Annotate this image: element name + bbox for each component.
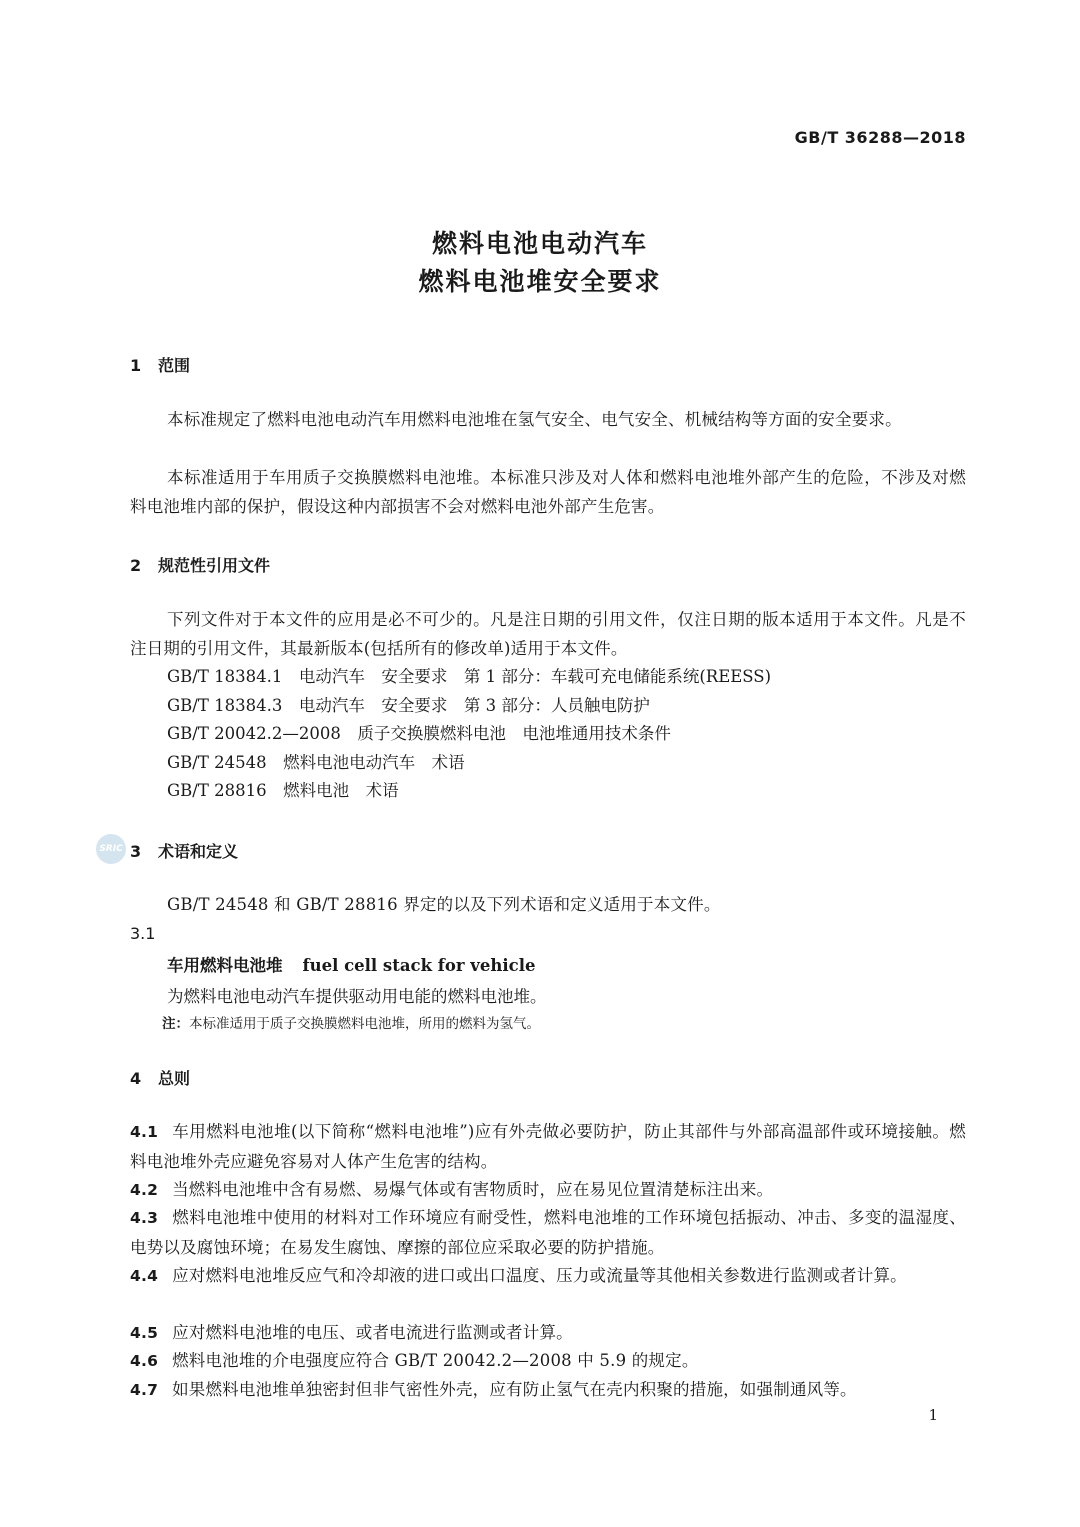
clause-text: 如果燃料电池堆单独密封但非气密性外壳，应有防止氢气在壳内积聚的措施，如强制通风等。 — [172, 1380, 857, 1399]
clause — [130, 1318, 966, 1348]
reference-item: GB/T 20042.2—2008 质子交换膜燃料电池 电池堆通用技术条件 — [167, 724, 671, 743]
clause-number: 4.1 — [130, 1123, 159, 1141]
section-4-heading — [130, 1066, 190, 1089]
document-title-line-2: 燃料电池堆安全要求 — [418, 267, 662, 296]
term-name — [167, 952, 535, 976]
section-number: 2 — [130, 556, 142, 575]
term-name-english: fuel cell stack for vehicle — [302, 956, 536, 975]
clause-text: 燃料电池堆中使用的材料对工作环境应有耐受性，燃料电池堆的工作环境包括振动、冲击、多变的温湿度、电势以及腐蚀环境；在易发生腐蚀、摩擦的部位应采取必要的防护措施。 — [130, 1208, 966, 1257]
clause-text: 应对燃料电池堆的电压、或者电流进行监测或者计算。 — [172, 1323, 573, 1342]
clause-text: 当燃料电池堆中含有易燃、易爆气体或有害物质时，应在易见位置清楚标注出来。 — [172, 1180, 774, 1199]
clause — [130, 1346, 966, 1376]
standard-number: GB/T 36288—2018 — [794, 128, 966, 147]
clause-number: 4.2 — [130, 1181, 159, 1199]
clause-number: 4.3 — [130, 1209, 159, 1227]
term-definition: 为燃料电池电动汽车提供驱动用电能的燃料电池堆。 — [167, 987, 547, 1006]
term-name-chinese: 车用燃料电池堆 — [167, 956, 283, 975]
clause — [130, 1175, 966, 1205]
note-label: 注： — [162, 1016, 189, 1032]
note-text: 本标准适用于质子交换膜燃料电池堆，所用的燃料为氢气。 — [189, 1016, 540, 1032]
page-number: 1 — [928, 1406, 938, 1424]
clause-number: 4.4 — [130, 1267, 159, 1285]
clause-number: 4.6 — [130, 1352, 159, 1370]
clause — [130, 1203, 966, 1262]
term-note — [162, 1012, 540, 1032]
section-title: 规范性引用文件 — [158, 556, 271, 575]
clause — [130, 1117, 966, 1176]
clause-text: 车用燃料电池堆(以下简称“燃料电池堆”)应有外壳做必要防护，防止其部件与外部高温部件或环境接触。燃料电池堆外壳应避免容易对人体产生危害的结构。 — [130, 1122, 966, 1171]
clause — [130, 1375, 966, 1405]
document-title-line-1: 燃料电池电动汽车 — [431, 229, 648, 258]
section-3-paragraph-1: GB/T 24548 和 GB/T 28816 界定的以及下列术语和定义适用于本文件。 — [167, 895, 721, 914]
clause-number: 4.5 — [130, 1324, 159, 1342]
reference-item: GB/T 24548 燃料电池电动汽车 术语 — [167, 753, 465, 772]
section-number: 1 — [130, 356, 142, 375]
section-title: 术语和定义 — [158, 842, 239, 861]
section-1-heading — [130, 353, 190, 376]
section-1-paragraph-1: 本标准规定了燃料电池电动汽车用燃料电池堆在氢气安全、电气安全、机械结构等方面的安全要求。 — [167, 410, 902, 429]
reference-item: GB/T 18384.3 电动汽车 安全要求 第 3 部分：人员触电防护 — [167, 696, 650, 715]
section-title: 总则 — [158, 1069, 191, 1088]
section-2-paragraph-1: 下列文件对于本文件的应用是必不可少的。凡是注日期的引用文件，仅注日期的版本适用于本文件。凡是不注日期的引用文件，其最新版本(包括所有的修改单)适用于本文件。 — [130, 610, 966, 658]
term-number: 3.1 — [130, 924, 156, 943]
section-number: 4 — [130, 1069, 142, 1088]
section-3-heading — [130, 839, 238, 862]
clause-text: 燃料电池堆的介电强度应符合 GB/T 20042.2—2008 中 5.9 的规定。 — [172, 1351, 699, 1370]
watermark-logo: SRIC — [96, 834, 126, 864]
clause-text: 应对燃料电池堆反应气和冷却液的进口或出口温度、压力或流量等其他相关参数进行监测或者计算。 — [172, 1266, 907, 1285]
section-1-paragraph-2: 本标准适用于车用质子交换膜燃料电池堆。本标准只涉及对人体和燃料电池堆外部产生的危险，不涉及对燃料电池堆内部的保护，假设这种内部损害不会对燃料电池外部产生危害。 — [130, 468, 966, 516]
section-title: 范围 — [158, 356, 191, 375]
section-number: 3 — [130, 842, 142, 861]
reference-item: GB/T 18384.1 电动汽车 安全要求 第 1 部分：车载可充电储能系统(REESS) — [167, 667, 772, 686]
reference-item: GB/T 28816 燃料电池 术语 — [167, 781, 399, 800]
clause — [130, 1261, 966, 1291]
clause-number: 4.7 — [130, 1381, 159, 1399]
section-2-heading — [130, 553, 270, 576]
